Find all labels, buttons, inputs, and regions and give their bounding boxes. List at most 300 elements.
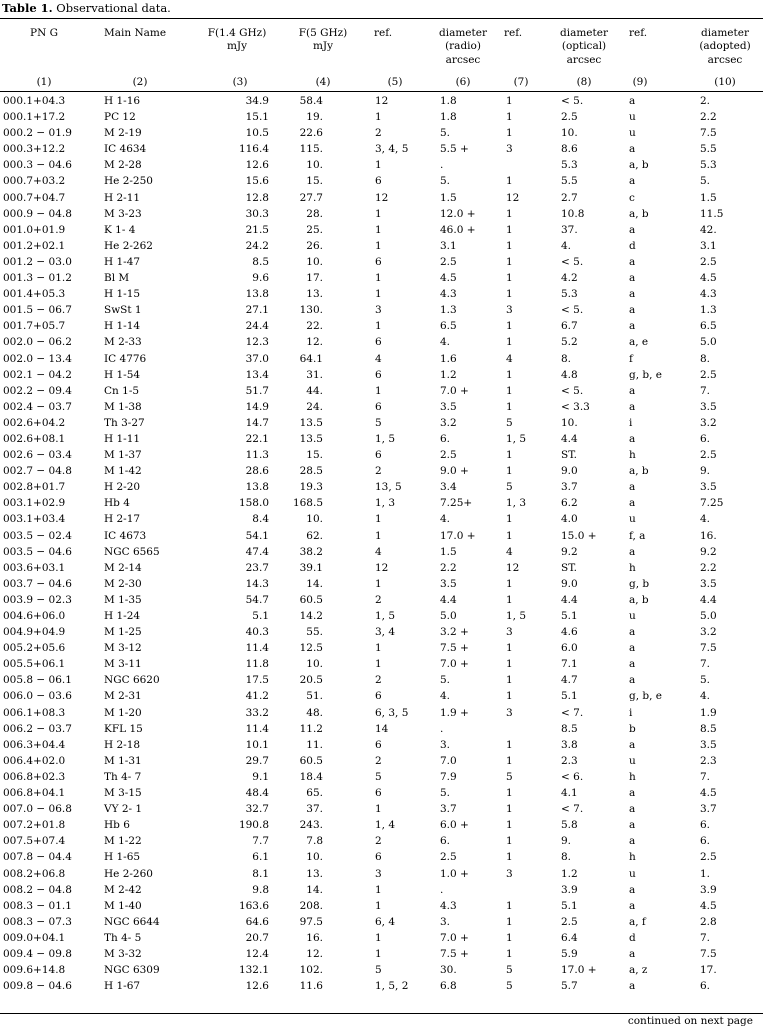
table-row [0,302,763,318]
diameter-radio-cell: 6. [440,835,451,848]
pn-g-cell: 003.1+03.4 [3,513,66,526]
ref-7-cell: 1 [506,851,513,864]
diameter-adopted-cell: 2.3 [700,754,717,767]
ref-5-cell: 1 [375,577,382,590]
ref-5-cell: 6 [375,400,382,413]
ref-5-cell: 2 [375,127,382,140]
colnum-2: (2) [132,76,148,88]
table-row [0,334,763,350]
pn-g-cell: 006.4+02.0 [3,754,66,767]
ref-9-cell: a [629,947,636,960]
ref-5-cell: 6 [375,368,382,381]
ref-9-cell: a, b [629,593,649,606]
ref-9-cell: u [629,513,636,526]
pn-g-cell: 009.4 − 09.8 [3,947,72,960]
ref-9-cell: a [629,304,636,317]
flux-5ghz-cell: 48. [306,706,323,719]
diameter-adopted-cell: 5.0 [700,610,717,622]
ref-5-cell: 1 [375,288,382,301]
table-row [0,608,763,624]
ref-9-cell: h [629,851,636,864]
main-name-cell: Th 3-27 [104,416,145,429]
header-diameter-optical: diameter (optical) arcsec [560,27,608,66]
table-row [0,157,763,173]
ref-5-cell: 6 [375,255,382,268]
table-row [0,190,763,206]
diameter-optical-cell: < 5. [561,255,584,268]
diameter-radio-cell: 5. [440,787,451,800]
table-row [0,495,763,511]
flux-1-4ghz-cell: 54.1 [245,529,269,542]
table-row [0,817,763,833]
flux-5ghz-cell: 10. [306,658,323,671]
diameter-radio-cell: 2.2 [440,561,457,574]
diameter-radio-cell: 3.2 + [440,626,469,639]
flux-5ghz-cell: 15. [306,449,323,462]
ref-9-cell: g, b [629,577,650,590]
flux-5ghz-cell: 13. [306,867,323,880]
table-row [0,737,763,753]
ref-5-cell: 1 [375,899,382,912]
table-row [0,415,763,431]
diameter-radio-cell: . [440,883,444,896]
main-name-cell: M 3-11 [104,658,142,671]
table-row [0,367,763,383]
diameter-optical-cell: 4.6 [561,626,578,639]
diameter-adopted-cell: 9. [700,465,711,478]
ref-7-cell: 3 [506,706,513,719]
flux-1-4ghz-cell: 12.4 [245,947,269,960]
ref-9-cell: a [629,497,636,510]
diameter-radio-cell: 7.0 + [440,931,469,944]
flux-1-4ghz-cell: 9.8 [252,883,269,896]
ref-5-cell: 5 [375,416,382,429]
pn-g-cell: 003.9 − 02.3 [3,593,72,606]
ref-5-cell: 12 [375,191,389,204]
diameter-radio-cell: 3.2 [440,416,457,429]
diameter-radio-cell: 1.8 [440,95,457,107]
main-name-cell: M 1-20 [104,706,142,719]
flux-1-4ghz-cell: 14.9 [245,400,269,413]
ref-7-cell: 12 [506,191,520,204]
table-row [0,238,763,254]
diameter-adopted-cell: 2.5 [700,851,717,864]
diameter-radio-cell: 3.1 [440,239,457,252]
header-ref-7: ref. [504,27,523,39]
flux-5ghz-cell: 19. [306,111,323,124]
pn-g-cell: 001.2+02.1 [3,239,66,252]
ref-7-cell: 1 [506,223,513,236]
table-row [0,286,763,302]
colnum-10: (10) [714,76,736,88]
ref-7-cell: 5 [506,964,513,977]
pn-g-cell: 000.7+04.7 [3,191,66,204]
ref-9-cell: a [629,835,636,848]
diameter-radio-cell: 5.0 [440,610,457,622]
pn-g-cell: 001.7+05.7 [3,320,66,333]
diameter-radio-cell: 3.4 [440,481,457,494]
diameter-optical-cell: 10. [561,127,578,140]
pn-g-cell: 006.0 − 03.6 [3,690,72,703]
diameter-optical-cell: 6.2 [561,497,578,510]
ref-5-cell: 2 [375,835,382,848]
table-row [0,109,763,125]
table-row [0,592,763,608]
ref-5-cell: 6 [375,787,382,800]
pn-g-cell: 001.5 − 06.7 [3,304,72,317]
diameter-radio-cell: 7.0 + [440,658,469,671]
pn-g-cell: 002.6+08.1 [3,432,66,445]
diameter-adopted-cell: 6. [700,835,711,848]
ref-5-cell: 1 [375,883,382,896]
flux-5ghz-cell: 31. [306,368,323,381]
diameter-adopted-cell: 3.2 [700,626,717,639]
table-row [0,721,763,737]
ref-5-cell: 13, 5 [375,481,402,494]
main-name-cell: M 2-14 [104,561,142,574]
ref-5-cell: 6 [375,851,382,864]
ref-7-cell: 3 [506,143,513,156]
diameter-adopted-cell: 4.4 [700,593,717,606]
ref-9-cell: a, b [629,159,649,172]
flux-5ghz-cell: 38.2 [299,545,323,558]
main-name-cell: PC 12 [104,111,136,124]
flux-1-4ghz-cell: 29.7 [245,754,269,767]
flux-1-4ghz-cell: 13.8 [245,481,269,494]
table-row [0,560,763,576]
diameter-radio-cell: 5.5 + [440,143,469,156]
diameter-adopted-cell: 3.5 [700,400,717,413]
ref-5-cell: 1 [375,320,382,333]
main-name-cell: M 1-37 [104,449,142,462]
ref-9-cell: a [629,400,636,413]
diameter-radio-cell: 7.25+ [440,497,473,510]
diameter-radio-cell: 3.5 [440,400,457,413]
pn-g-cell: 002.8+01.7 [3,481,66,494]
ref-7-cell: 1 [506,931,513,944]
diameter-radio-cell: 1.3 [440,304,457,317]
main-name-cell: Cn 1-5 [104,384,140,397]
main-name-cell: M 3-23 [104,207,142,220]
ref-7-cell: 3 [506,304,513,317]
pn-g-cell: 002.2 − 09.4 [3,384,72,397]
pn-g-cell: 000.3+12.2 [3,143,66,156]
diameter-adopted-cell: 4.3 [700,288,717,301]
flux-5ghz-cell: 10. [306,513,323,526]
ref-5-cell: 14 [375,722,389,735]
ref-7-cell: 1 [506,175,513,188]
continued-note: continued on next page [627,1015,753,1027]
flux-1-4ghz-cell: 10.1 [245,738,269,751]
diameter-optical-cell: 5.7 [561,980,578,993]
main-name-cell: H 1-16 [104,95,141,107]
table-row [0,882,763,898]
table-row [0,544,763,560]
table-row [0,399,763,415]
diameter-optical-cell: 3.8 [561,738,578,751]
flux-5ghz-cell: 27.7 [299,191,323,204]
ref-5-cell: 2 [375,754,382,767]
flux-1-4ghz-cell: 51.7 [245,384,269,397]
flux-1-4ghz-cell: 54.7 [245,593,269,606]
flux-5ghz-cell: 11.6 [299,980,323,993]
diameter-optical-cell: 4.2 [561,272,578,285]
pn-g-cell: 006.8+02.3 [3,770,66,783]
diameter-optical-cell: 37. [561,223,578,236]
diameter-radio-cell: 4.4 [440,593,457,606]
table-row [0,624,763,640]
ref-9-cell: a, b [629,465,649,478]
flux-1-4ghz-cell: 8.4 [252,513,269,526]
table-row [0,914,763,930]
main-name-cell: H 1-54 [104,368,141,381]
ref-9-cell: g, b, e [629,368,663,381]
table-row [0,849,763,865]
colnum-4: (4) [315,76,331,88]
pn-g-cell: 003.5 − 02.4 [3,529,72,542]
diameter-optical-cell: < 5. [561,384,584,397]
pn-g-cell: 002.4 − 03.7 [3,400,72,413]
ref-5-cell: 1, 5, 2 [375,980,409,993]
diameter-radio-cell: 9.0 + [440,465,469,478]
main-name-cell: M 3-32 [104,947,142,960]
diameter-adopted-cell: 4. [700,690,711,703]
table-caption-text: Observational data. [52,1,171,15]
ref-9-cell: a [629,545,636,558]
diameter-adopted-cell: 4.5 [700,899,717,912]
diameter-adopted-cell: 3.7 [700,803,717,816]
table-row [0,576,763,592]
main-name-cell: M 1-22 [104,835,142,848]
flux-5ghz-cell: 51. [306,690,323,703]
main-name-cell: VY 2- 1 [104,803,143,816]
flux-5ghz-cell: 13. [306,288,323,301]
flux-1-4ghz-cell: 8.5 [252,255,269,268]
diameter-adopted-cell: 7. [700,770,711,783]
ref-7-cell: 1 [506,95,513,107]
table-row [0,833,763,849]
table-row [0,769,763,785]
ref-9-cell: u [629,127,636,140]
diameter-optical-cell: 5.8 [561,819,578,832]
ref-5-cell: 6 [375,690,382,703]
flux-5ghz-cell: 22. [306,320,323,333]
ref-9-cell: a [629,883,636,896]
diameter-radio-cell: 3.7 [440,803,457,816]
main-name-cell: NGC 6620 [104,674,160,687]
diameter-optical-cell: ST. [561,449,577,462]
diameter-optical-cell: 5.3 [561,288,578,301]
flux-5ghz-cell: 17. [306,272,323,285]
pn-g-cell: 003.7 − 04.6 [3,577,72,590]
main-name-cell: IC 4673 [104,529,147,542]
table-row [0,978,763,994]
diameter-optical-cell: 5.9 [561,947,578,960]
flux-5ghz-cell: 64.1 [299,352,323,365]
diameter-adopted-cell: 6.5 [700,320,717,333]
table-row [0,705,763,721]
flux-1-4ghz-cell: 34.9 [245,95,269,107]
flux-5ghz-cell: 20.5 [299,674,323,687]
ref-5-cell: 3 [375,304,382,317]
ref-5-cell: 1, 5 [375,610,396,622]
flux-5ghz-cell: 60.5 [299,754,323,767]
flux-1-4ghz-cell: 30.3 [245,207,269,220]
flux-5ghz-cell: 15. [306,175,323,188]
diameter-adopted-cell: 3.5 [700,577,717,590]
table-row [0,640,763,656]
top-rule [0,18,763,19]
diameter-optical-cell: 5.3 [561,159,578,172]
flux-5ghz-cell: 130. [299,304,323,317]
flux-5ghz-cell: 16. [306,931,323,944]
diameter-optical-cell: ST. [561,561,577,574]
ref-7-cell: 1 [506,835,513,848]
ref-5-cell: 1 [375,223,382,236]
diameter-optical-cell: 1.2 [561,867,578,880]
pn-g-cell: 003.6+03.1 [3,561,66,574]
diameter-radio-cell: 3.5 [440,577,457,590]
main-name-cell: He 2-262 [104,239,153,252]
table-caption [2,1,171,15]
pn-g-cell: 000.3 − 04.6 [3,159,72,172]
table-row [0,125,763,141]
flux-1-4ghz-cell: 6.1 [252,851,269,864]
diameter-optical-cell: < 5. [561,95,584,107]
table-row [0,785,763,801]
pn-g-cell: 000.7+03.2 [3,175,66,188]
ref-9-cell: a [629,175,636,188]
ref-7-cell: 4 [506,545,513,558]
ref-7-cell: 1 [506,513,513,526]
pn-g-cell: 000.1+04.3 [3,95,66,107]
ref-7-cell: 1 [506,529,513,542]
flux-1-4ghz-cell: 8.1 [252,867,269,880]
colnum-6: (6) [455,76,471,88]
diameter-adopted-cell: 8.5 [700,722,717,735]
header-diameter-adopted: diameter (adopted) arcsec [699,27,751,66]
diameter-optical-cell: 3.9 [561,883,578,896]
ref-9-cell: a [629,642,636,655]
diameter-adopted-cell: 2.5 [700,449,717,462]
diameter-adopted-cell: 3.5 [700,738,717,751]
diameter-radio-cell: 4.3 [440,899,457,912]
ref-9-cell: a [629,738,636,751]
table-row [0,222,763,238]
diameter-adopted-cell: 1.9 [700,706,717,719]
flux-1-4ghz-cell: 15.1 [245,111,269,124]
diameter-radio-cell: 17.0 + [440,529,476,542]
ref-7-cell: 1 [506,915,513,928]
diameter-radio-cell: 4. [440,690,451,703]
main-name-cell: He 2-250 [104,175,153,188]
ref-7-cell: 12 [506,561,520,574]
diameter-optical-cell: 15.0 + [561,529,597,542]
pn-g-cell: 009.6+14.8 [3,964,66,977]
ref-7-cell: 1 [506,803,513,816]
diameter-adopted-cell: 7. [700,658,711,671]
flux-1-4ghz-cell: 23.7 [245,561,269,574]
diameter-adopted-cell: 7.5 [700,642,717,655]
ref-7-cell: 1 [506,658,513,671]
flux-5ghz-cell: 11.2 [299,722,323,735]
main-name-cell: M 3-15 [104,787,142,800]
diameter-radio-cell: 4. [440,513,451,526]
colnum-1: (1) [36,76,52,88]
diameter-radio-cell: 1.8 [440,111,457,124]
flux-5ghz-cell: 28. [306,207,323,220]
diameter-adopted-cell: 2.8 [700,915,717,928]
ref-5-cell: 6 [375,175,382,188]
ref-7-cell: 5 [506,770,513,783]
main-name-cell: He 2-260 [104,867,153,880]
flux-1-4ghz-cell: 32.7 [245,803,269,816]
table-row [0,206,763,222]
diameter-optical-cell: < 5. [561,304,584,317]
ref-7-cell: 1 [506,320,513,333]
table-body [0,93,763,994]
ref-5-cell: 4 [375,545,382,558]
diameter-optical-cell: 4.4 [561,432,578,445]
pn-g-cell: 007.5+07.4 [3,835,66,848]
header-f14: F(1.4 GHz) mJy [207,27,267,53]
diameter-radio-cell: 7.0 [440,754,457,767]
ref-5-cell: 1 [375,513,382,526]
diameter-adopted-cell: 1.3 [700,304,717,317]
header-ref-9: ref. [629,27,648,39]
flux-1-4ghz-cell: 5.1 [252,610,269,622]
main-name-cell: Bl M [104,272,130,285]
main-name-cell: M 1-35 [104,593,142,606]
diameter-optical-cell: 5.1 [561,690,578,703]
ref-7-cell: 1 [506,111,513,124]
ref-9-cell: i [629,706,633,719]
ref-9-cell: a [629,255,636,268]
diameter-radio-cell: 1.5 [440,545,457,558]
flux-1-4ghz-cell: 64.6 [245,915,269,928]
pn-g-cell: 006.8+04.1 [3,787,66,800]
main-name-cell: IC 4634 [104,143,147,156]
main-name-cell: H 2-18 [104,738,141,751]
table-row [0,431,763,447]
diameter-radio-cell: 1.0 + [440,867,469,880]
flux-5ghz-cell: 22.6 [299,127,323,140]
diameter-optical-cell: 5.2 [561,336,578,349]
diameter-adopted-cell: 7. [700,931,711,944]
ref-5-cell: 1 [375,384,382,397]
ref-5-cell: 1, 3 [375,497,396,510]
diameter-radio-cell: 2.5 [440,851,457,864]
table-caption-label: Table 1. [2,1,53,15]
diameter-adopted-cell: 2.5 [700,255,717,268]
main-name-cell: NGC 6644 [104,915,160,928]
diameter-optical-cell: 4.8 [561,368,578,381]
ref-7-cell: 1 [506,947,513,960]
ref-9-cell: a, z [629,964,648,977]
diameter-radio-cell: 7.5 + [440,642,469,655]
table-row [0,479,763,495]
pn-g-cell: 001.2 − 03.0 [3,255,72,268]
flux-5ghz-cell: 168.5 [292,497,323,510]
flux-5ghz-cell: 10. [306,851,323,864]
flux-1-4ghz-cell: 22.1 [245,432,269,445]
flux-1-4ghz-cell: 7.7 [252,835,269,848]
ref-9-cell: a [629,481,636,494]
main-name-cell: M 3-12 [104,642,142,655]
ref-7-cell: 1 [506,690,513,703]
diameter-optical-cell: 7.1 [561,658,578,671]
diameter-radio-cell: 1.5 [440,191,457,204]
